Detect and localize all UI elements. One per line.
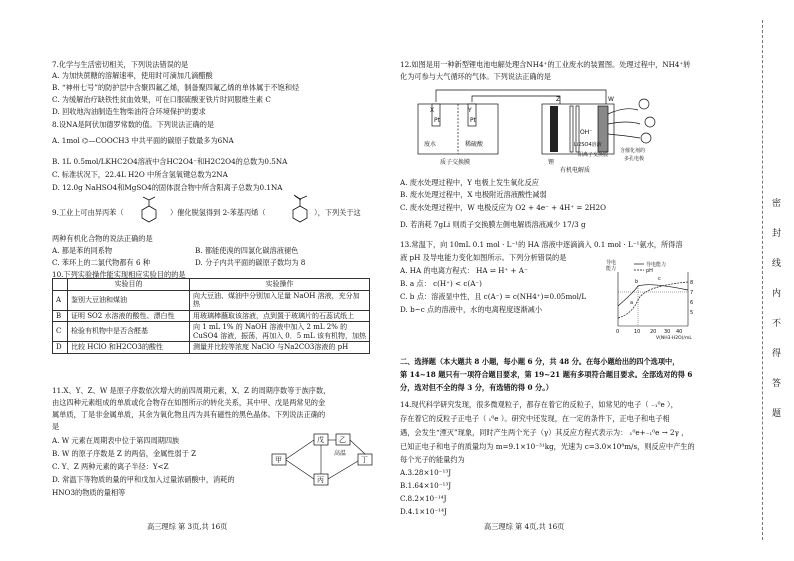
label-waste-water: 废水 [424,141,437,148]
label-z: Z [556,96,561,103]
q8-option-a: A. 1mol ⌬—COOCH3 中共平面的碳原子数最多为6NA [52,136,234,145]
binding-char: 封 [772,229,782,239]
label-dilute-acid: 稀硫酸 [465,141,484,148]
binding-char: 不 [772,319,782,329]
q14-option-d: D.4.1×10⁻¹⁴J [400,507,447,516]
q7-option-a: A. 为加快蔗糖的溶解速率，使用时可滴加几滴醋酸 [52,71,213,80]
q11-option-c: C. Y、Z 两种元素的离子半径：Y<Z [52,462,169,471]
y-tick-7: 7 [690,290,694,296]
label-x: X [430,107,435,114]
q13-conductivity-ph-figure [604,256,700,340]
table-row [53,322,370,342]
row-goal: 鉴别大豆油和煤油 [68,290,190,310]
point-a: a [630,300,634,306]
row-op: 向大豆油、煤油中分别加入足量 NaOH 溶液，充分加热 [190,290,370,310]
point-b: b [635,279,639,285]
binding-line [762,20,763,540]
q12-line2: 化为可参与大气循环的气体。下列说法正确的是 [400,72,551,81]
q8-option-b: B. 1L 0.5mol/LKHC2O4溶液中含HC2O4⁻和H2C2O4的总数为0.5NA [52,157,288,166]
label-organic-electrolyte: 有机电解质 [560,167,591,174]
row-op: 用玻璃棒蘸取该溶液，点到置于玻璃片的石蕊试纸上 [190,310,370,322]
label-porous-electrode: 多孔电极 [624,156,645,162]
table-header-op: 实验操作 [190,279,370,291]
q9-option-a: A. 都是苯的同系物 [52,246,113,255]
table-header-goal: 实验目的 [68,279,190,291]
q12-option-b: B. 废水处理过程中，X 电极附近溶液酸性减弱 [400,190,547,199]
x-tick-40: 40 [676,329,683,335]
q13-option-a: A. HA 的电离方程式： HA ⇌ H⁺ + A⁻ [400,266,528,275]
section2-line1: 二、选择题（本大题共 8 小题，每小题 6 分，共 48 分。在每小题给出的四个选项中， [400,357,680,366]
x-tick-20: 20 [650,329,657,335]
y-tick-6: 6 [690,300,694,306]
q11-transformation-diagram [268,430,376,494]
table-row [53,342,370,354]
y-axis-label-2: 能力 [606,266,617,272]
table-row [53,290,370,310]
q11-option-b: B. W 的原子序数是 Z 的两倍，金属性弱于 Z [52,449,197,458]
legend-ph: pH [646,268,653,274]
q11-option-a: A. W 元素在周期表中位于第四周期四族 [52,436,180,445]
label-w: W [608,96,614,103]
table-header-row [53,279,370,291]
q9-stem-part2: ）催化脱氢得到 2-苯基丙烯（ [170,208,266,217]
y-tick-5: 5 [690,310,694,316]
row-goal: 比较 HClO 和H2CO3的酸性 [68,342,190,354]
q11-line1: 11.X、Y、Z、W 是原子序数依次增大的前四周期元素，X、Z 的周期序数等于族序数， [52,386,331,395]
table-row [53,310,370,322]
q12-option-d: D. 若消耗 7gLi 则质子交换膜左侧电解质溶液减少 17/3 g [400,220,586,229]
q9-stem-part3: ），下列关于这 [314,208,361,217]
q14-line5: 每个光子的能量约为 [400,455,465,464]
q14-option-a: A.3.28×10⁻¹³J [400,468,452,477]
q13-option-c: C. b 点：溶液显中性，且 c(A⁻) = c(NH4⁺)=0.05mol/L [400,292,587,301]
y-tick-8: 8 [690,280,694,286]
condition-label: 高温 [334,450,347,457]
q13-option-b: B. a 点： c(H⁺) < c(A⁻) [400,279,482,288]
q11-option-d-line2: HNO3的物质的量相等 [52,488,126,497]
q13-line1: 13.常温下，向 10mL 0.1 mol · L⁻¹的 HA 溶液中逐滴滴入 0.1 mol · L⁻¹氨水，所得溶 [400,240,683,249]
label-oh: OH⁻ [580,129,593,136]
cumene-structure [130,196,174,226]
q8-stem: 8.设NA是阿伏加德罗常数的值。下列说法正确的是 [52,120,215,129]
q7-option-d: D. 回收地沟油制造生物柴油符合环境保护的要求 [52,107,206,116]
q9-stem-part1: 9.工业上可由异丙苯（ [52,208,124,217]
q14-line4: 已知正电子和电子的质量均为 m=9.1×10⁻³¹kg，光速为 c=3.0×10⁸m/s，则反应中产生的 [400,442,695,451]
q14-line1: 14.现代科学研究发现，很多微观粒子，都存在着它的反粒子，如常见的电子（ ₋₁⁰e ）， [400,400,678,409]
footer-left: 高三理综 第 3页,共 16页 [147,522,228,531]
q8-option-d: D. 12.0g NaHSO4和MgSO4的固体混合物中所含阳离子总数为0.1NA [52,183,283,192]
x-tick-0: 0 [616,329,620,335]
section2-line3: 分，选对但不全的得 3 分，有选错的得 0 分。） [400,383,553,392]
binding-char: 题 [772,409,782,419]
x-tick-30: 30 [664,329,671,335]
q12-option-a: A. 废水处理过程中，Y 电极上发生氧化反应 [400,178,539,187]
row-op: 向 1 mL 1% 的 NaOH 溶液中加入 2 mL 2% 的 CuSO4 溶液，振荡，再加入 0．5 mL 该有机物，加热 [190,322,370,342]
q14-option-c: C.8.2×10⁻¹⁴J [400,494,447,503]
q8-option-c: C. 标准状况下，22.4L H2O 中所含氢氧键总数为2NA [52,170,228,179]
label-pt-left: Pt [434,117,440,124]
q13-option-d: D. b~c 点的溶液中，水的电离程度逐渐减小 [400,305,543,314]
q14-line3: 遇，会发生“湮灭”现象，同时产生两个光子（γ）其反应方程式表示为： ₁⁰e+₋₁⁰e → 2γ ， [400,428,689,437]
q11-line2: 由这四种元素组成的单质或化合物存在如图所示的转化关系，其中甲、戊是两常见的金 [52,398,326,407]
q9-option-c: C. 苯环上的二氯代物都有 6 种 [52,258,151,267]
q12-line1: 12.如图是用一种新型锂电池电解处理含NH4⁺的工业废水的装置图。处理过程中，NH4⁺转 [400,60,691,69]
q14-line2: 存在着它的反粒子正电子（ ₁⁰e ）。研究中还发现，在一定的条件下，正电子和电子相 [400,414,670,423]
binding-char: 线 [772,259,782,269]
row-option: D [53,342,68,354]
binding-char: 答 [772,379,782,389]
q7-stem: 7.化学与生活密切相关，下列说法错误的是 [52,60,189,69]
row-option: A [53,290,68,310]
phenylpropene-structure [283,194,317,226]
box-ding: 丁 [361,456,368,464]
legend-conductivity: 导电能力 [646,262,667,268]
q9-option-b: B. 都能使溴的四氯化碳溶液褪色 [195,246,299,255]
q12-electrolysis-apparatus [410,84,666,174]
x-tick-10: 10 [634,329,641,335]
footer-right: 高三理综 第 4页,共 16页 [484,522,565,531]
label-lithium: 锂 [548,159,555,166]
row-goal: 证明 SO2 水溶液的酸性、漂白性 [68,310,190,322]
row-goal: 检验有机物中是否含醛基 [68,322,190,342]
x-axis-label: V(NH3·H2O)/mL [656,336,692,340]
box-bing: 丙 [317,476,324,484]
q10-stem: 10.下列实验操作能实现相应实验目的的是 [52,270,186,279]
binding-char: 得 [772,349,782,359]
q11-option-d-line1: D. 常温下等物质的量的甲和戊加入过量浓硝酸中，消耗的 [52,475,235,484]
binding-char: 内 [772,289,782,299]
box-yi: 乙 [339,436,346,444]
row-option: B [53,310,68,322]
q7-option-b: B. “神州七号”的防护层中含聚四氟乙烯，制备聚四氟乙烯的单体属于不饱和烃 [52,83,300,92]
q14-option-b: B.1.64×10⁻¹³J [400,481,452,490]
q9-option-d: D. 分子内共平面的碳原子数均为 8 [195,258,306,267]
row-op: 测量并比较等浓度 NaClO 与Na2CO3溶液的 pH [190,342,370,354]
section2-line2: 第 14~18 题只有一项符合题目要求，第 19~21 题有多项符合题目要求。全部选对的得 6 [400,370,693,379]
q9-stem-part4: 两种有机化合物的说法正确的是 [52,234,153,243]
label-catalyst: 含催化剂的 [620,148,646,154]
label-y: Y [468,107,472,114]
label-proton-membrane: 质子交换膜 [440,159,471,166]
point-c: c [658,276,661,282]
q11-line4: 是 [52,422,60,431]
binding-char: 密 [772,199,782,209]
q13-line2: 液 pH 及导电能力变化如图所示。下列分析错误的是 [400,253,567,262]
q7-option-c: C. 为缓解治疗缺铁性贫血效果，可在口服硫酸亚铁片时同服维生素 C [52,95,271,104]
y-axis-label-1: 导电 [606,260,617,266]
q10-table [52,278,370,354]
box-wu: 戊 [317,436,324,444]
box-jia: 甲 [275,456,282,464]
q11-line3: 属单质，丁是非金属单质，其余为氧化物且丙为具有磁性的黑色晶体。下列说法正确的 [52,410,326,419]
q12-option-c: C. 废水处理过程中，W 电极反应为 O2 + 4e⁻ + 4H⁺ = 2H2O [400,203,607,212]
label-li2so4: Li2SO4溶液 [574,142,602,148]
label-pt-right: Pt [470,117,476,124]
row-option: C [53,322,68,342]
label-cation-membrane: 阳离子交换膜 [578,152,609,158]
